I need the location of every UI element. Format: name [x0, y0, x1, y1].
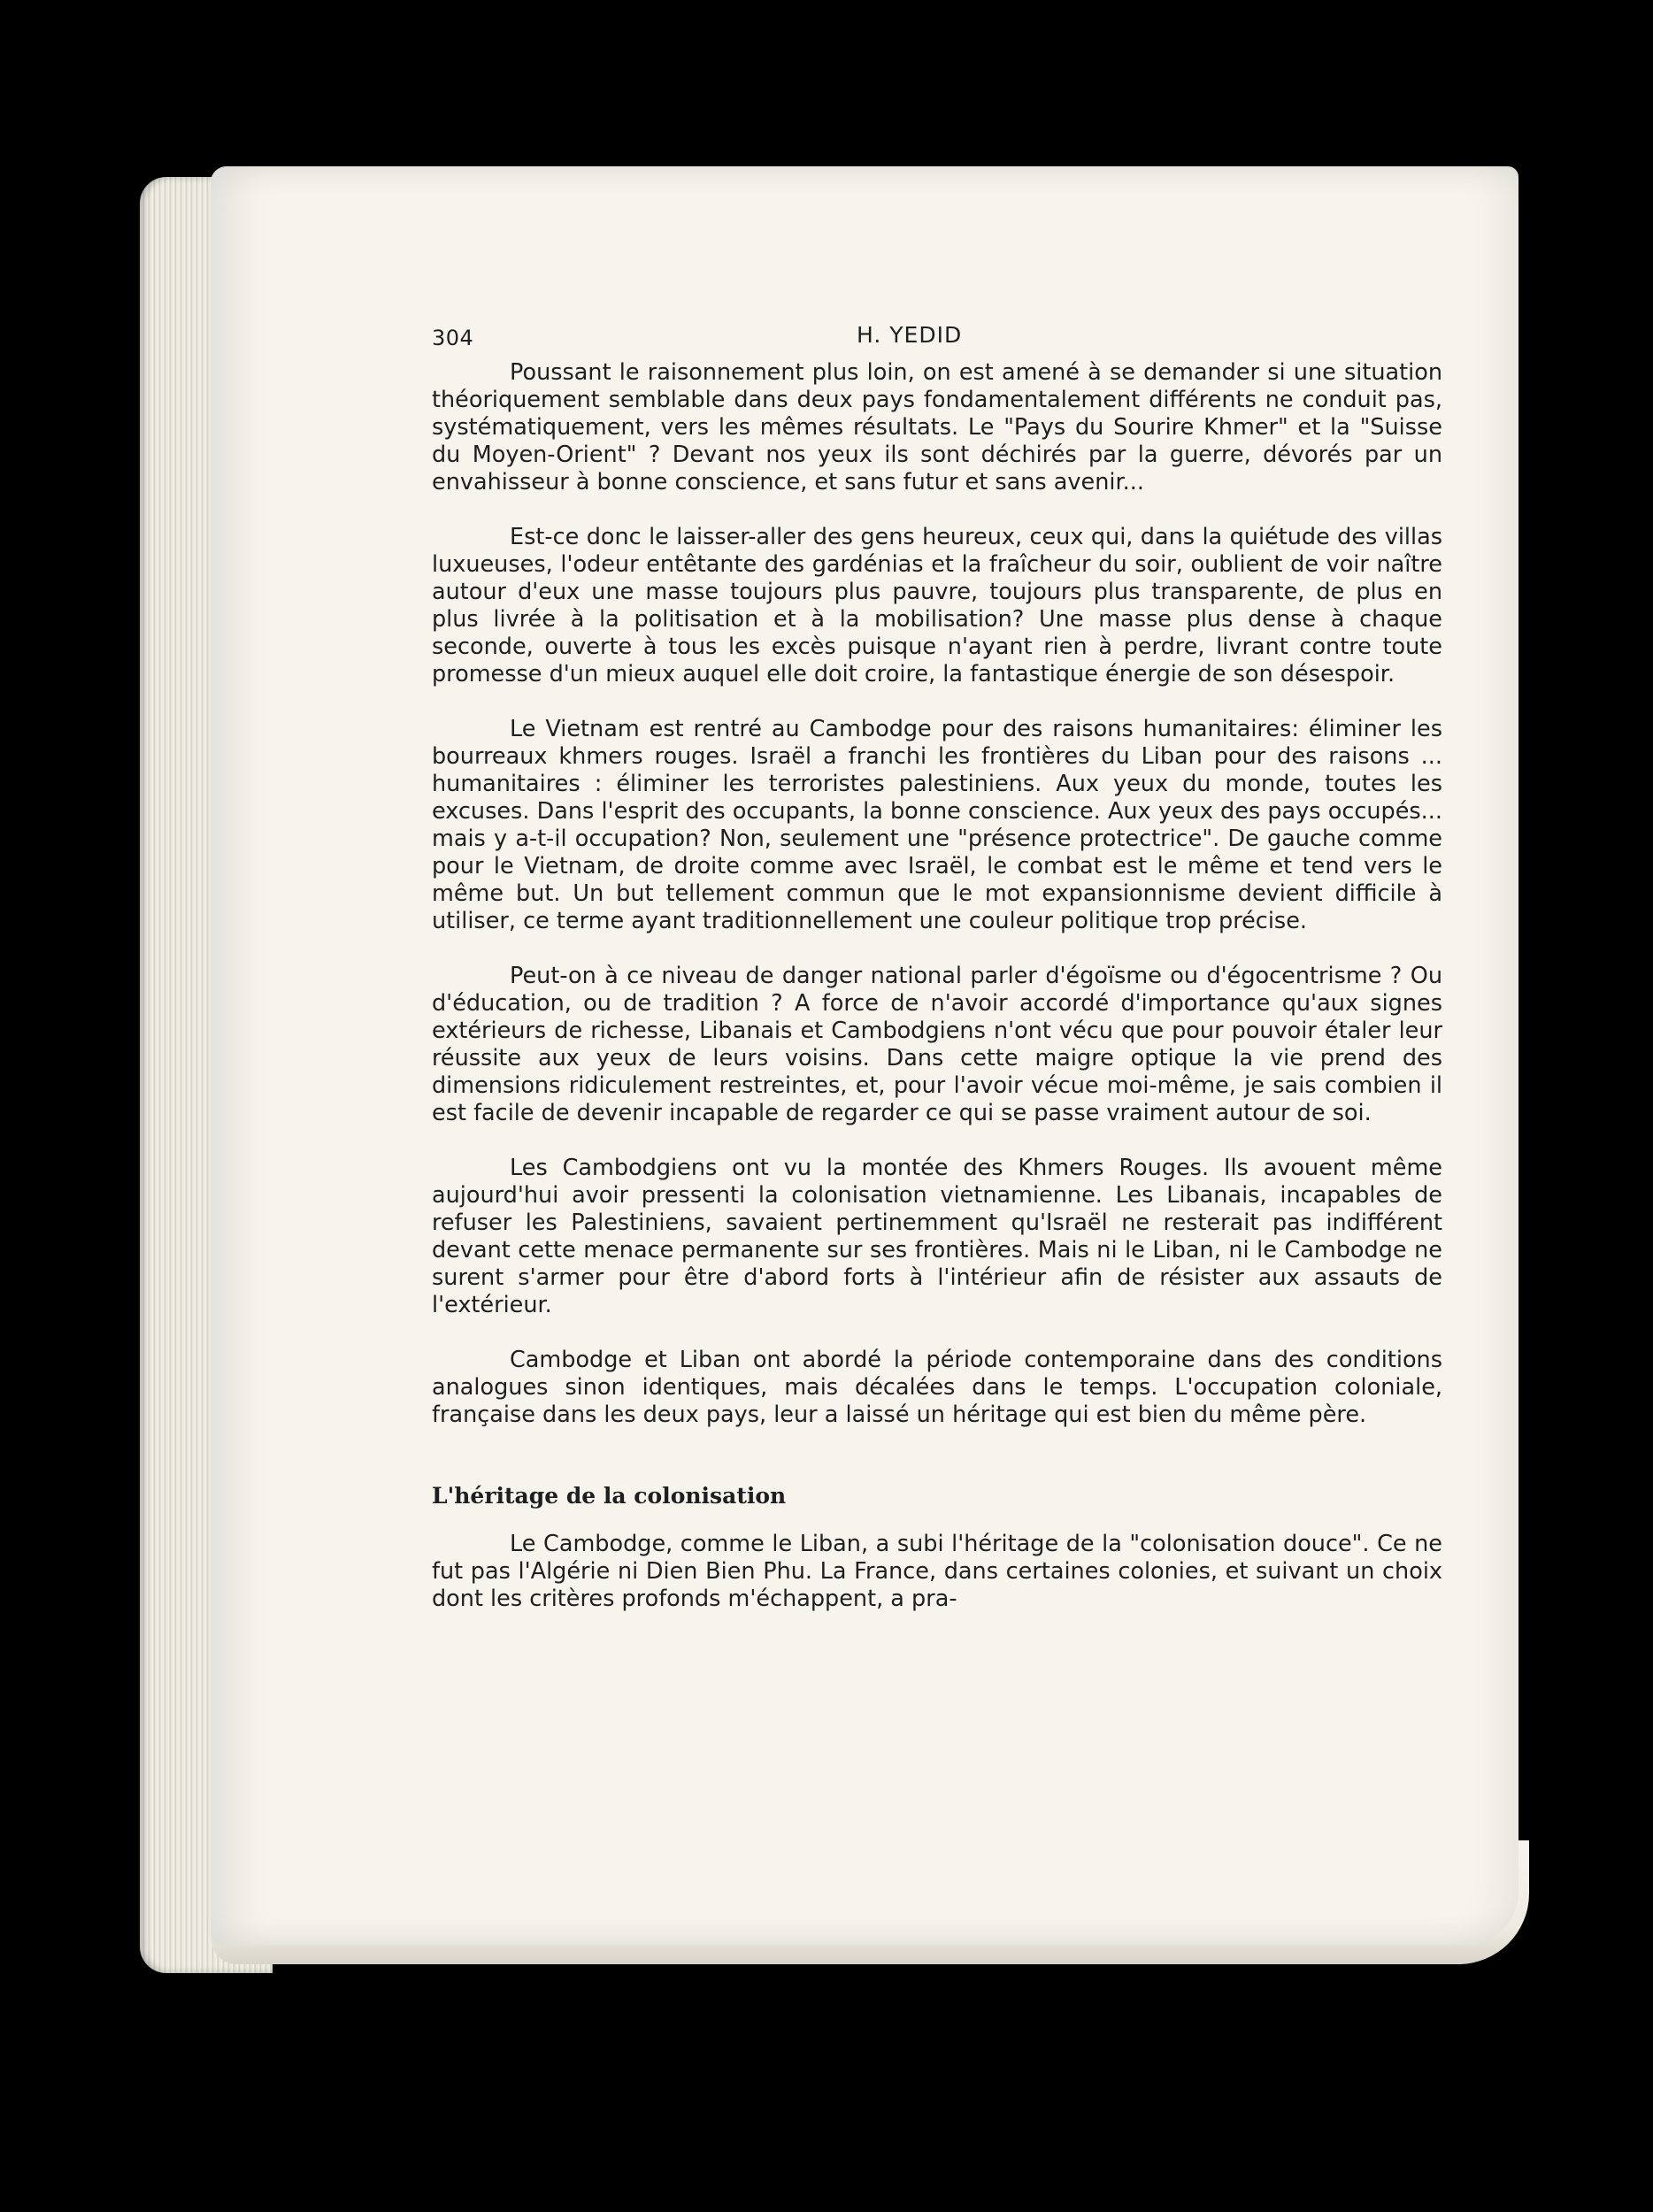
- page-header: [432, 319, 1442, 359]
- paragraph-6: Cambodge et Liban ont abordé la période contemporaine dans des conditions analogues sinon identiques, mais décalées dans le temps. L'occupation coloniale, française dans les deux pays, leur a laissé un héritage qui est bien du même père.: [432, 1347, 1442, 1428]
- paragraph-1: Poussant le raisonnement plus loin, on est amené à se demander si une situation théoriquement semblable dans deux pays fondamentalement différents ne conduit pas, systématiquement, vers les mêmes résultats. Le "Pays du Sourire Khmer" et la "Suisse du Moyen-Orient" ? Devant nos yeux ils sont déchirés par la guerre, dévorés par un envahisseur à bonne conscience, et sans futur et sans avenir...: [432, 359, 1442, 495]
- running-head: H. YEDID: [857, 322, 963, 348]
- paragraph-2: Est-ce donc le laisser-aller des gens heureux, ceux qui, dans la quiétude des villas luxueuses, l'odeur entêtante des gardénias et la fraîcheur du soir, oublient de voir naître autour d'eux une masse toujours plus pauvre, toujours plus transparente, de plus en plus livrée à la politisation et à la mobilisation? Une masse plus dense à chaque seconde, ouverte à tous les excès puisque n'ayant rien à perdre, livrant contre toute promesse d'un mieux auquel elle doit croire, la fantastique énergie de son désespoir.: [432, 524, 1442, 687]
- section-paragraph: Le Cambodge, comme le Liban, a subi l'héritage de la "colonisation douce". Ce ne fut pas l'Algérie ni Dien Bien Phu. La France, dans certaines colonies, et suivant un choix dont les critères profonds m'échappent, a pra-: [432, 1531, 1442, 1612]
- page-number: 304: [432, 326, 474, 350]
- paragraph-5: Les Cambodgiens ont vu la montée des Khmers Rouges. Ils avouent même aujourd'hui avoir pressenti la colonisation vietnamienne. Les Libanais, incapables de refuser les Palestiniens, savaient pertinemment qu'Israël ne resterait pas indifférent devant cette menace permanente sur ses frontières. Mais ni le Liban, ni le Cambodge ne surent s'armer pour être d'abord forts à l'intérieur afin de résister aux assauts de l'extérieur.: [432, 1155, 1442, 1318]
- section-heading: L'héritage de la colonisation: [432, 1483, 787, 1509]
- paragraph-4: Peut-on à ce niveau de danger national parler d'égoïsme ou d'égocentrisme ? Ou d'éducation, ou de tradition ? A force de n'avoir accordé d'importance qu'aux signes extérieurs de richesse, Libanais et Cambodgiens n'ont vécu que pour pouvoir étaler leur réussite aux yeux de leurs voisins. Dans cette maigre optique la vie prend des dimensions ridiculement restreintes, et, pour l'avoir vécue moi-même, je sais combien il est facile de devenir incapable de regarder ce qui se passe vraiment autour de soi.: [432, 963, 1442, 1126]
- paragraph-3: Le Vietnam est rentré au Cambodge pour des raisons humanitaires: éliminer les bourreaux khmers rouges. Israël a franchi les frontières du Liban pour des raisons ... humanitaires : éliminer les terroristes palestiniens. Aux yeux du monde, toutes les excuses. Dans l'esprit des occupants, la bonne conscience. Aux yeux des pays occupés... mais y a-t-il occupation? Non, seulement une "présence protectrice". De gauche comme pour le Vietnam, de droite comme avec Israël, le combat est le même et tend vers le même but. Un but tellement commun que le mot expansionnisme devient difficile à utiliser, ce terme ayant traditionnellement une couleur politique trop précise.: [432, 716, 1442, 934]
- page-content: [432, 319, 1442, 1613]
